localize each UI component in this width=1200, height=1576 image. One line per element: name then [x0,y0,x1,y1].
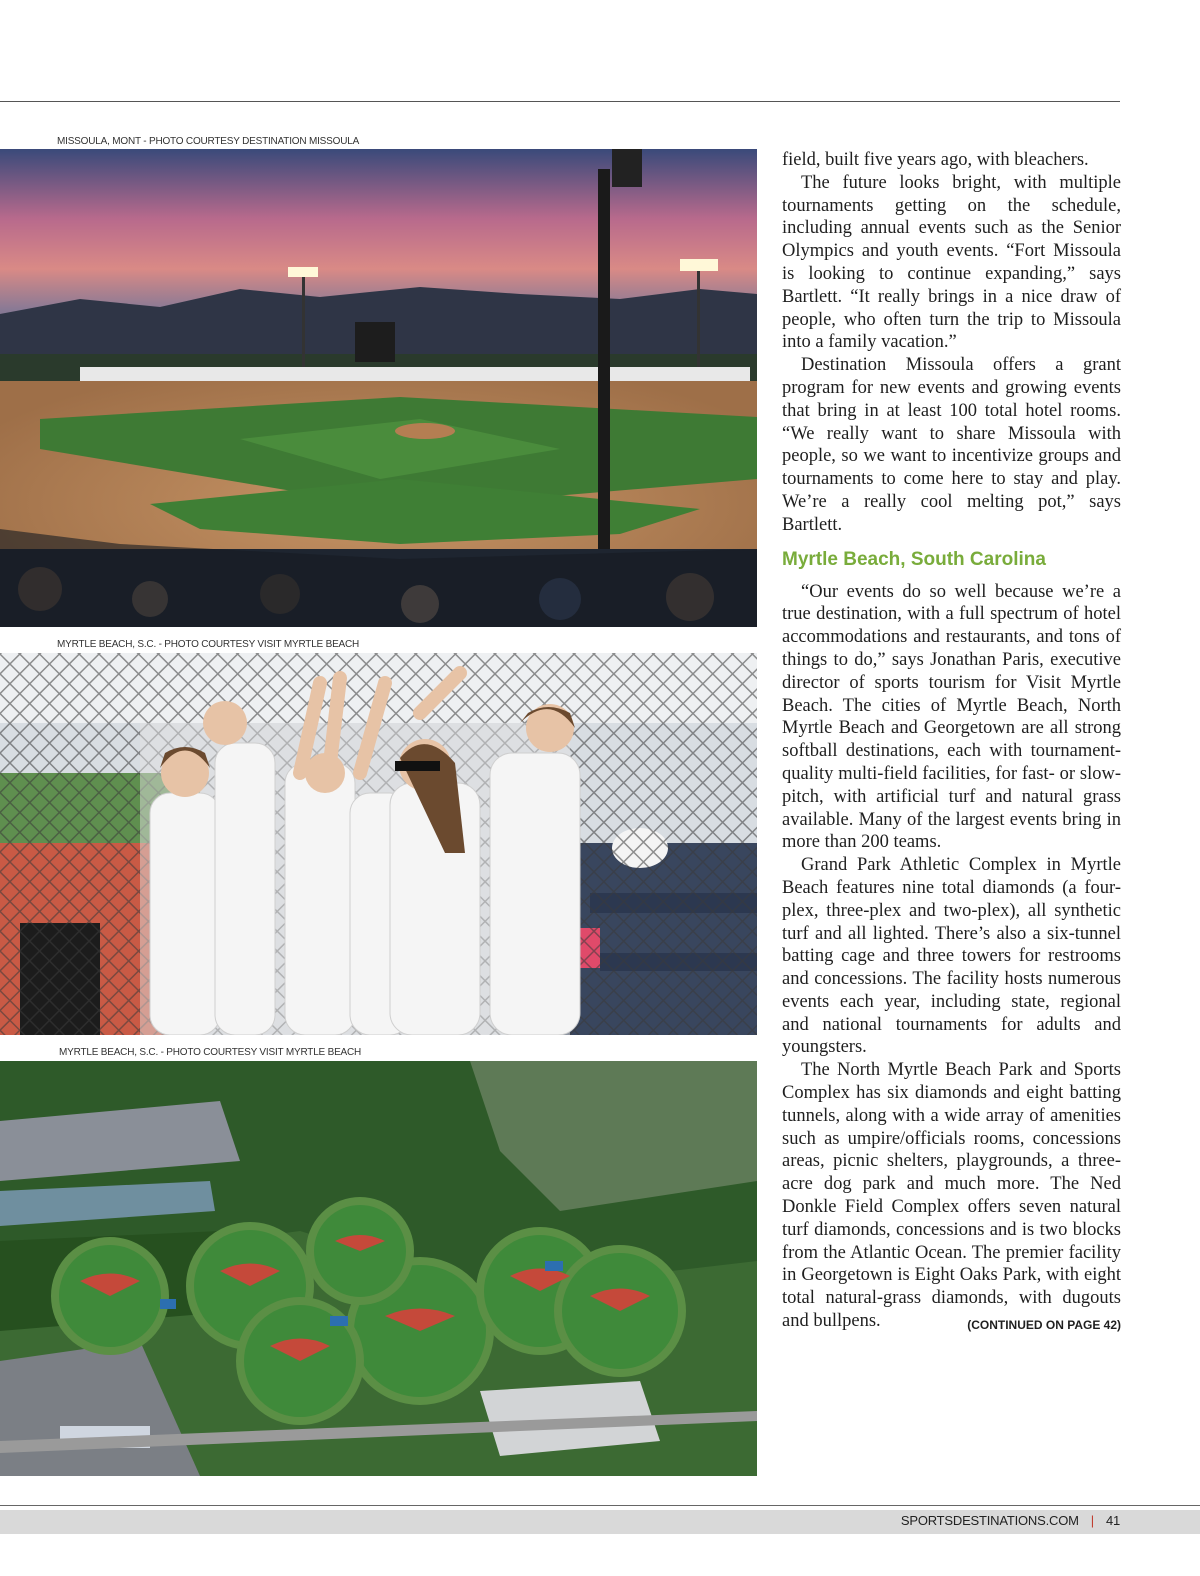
page-number: 41 [1105,1513,1120,1528]
top-rule [0,101,1120,102]
article-paragraph: “Our events do so well because we’re a true destination, with a full spectrum of hotel accommodations and restaurants, and tons of things to do,” says Jonathan Paris, executive director of sports tourism for Visit Myrtle Beach. The cities of Myrtle Beach, North Myrtle Beach and Georgetown are all strong softball destinations, each with tournament-quality multi-field facilities, for fast- or slow-pitch, with artificial turf and natural grass available. Many of the largest events bring in more than 200 teams. [782,581,1121,853]
baseball-stadium-photo [0,149,757,627]
softball-team-photo [0,653,757,1035]
photo-caption: MYRTLE BEACH, S.C. - PHOTO COURTESY VISIT MYRTLE BEACH [59,1047,362,1058]
article-paragraph-text: The North Myrtle Beach Park and Sports Complex has six diamonds and eight batting tunnels, along with a wide array of amenities such as umpire/officials rooms, concessions areas, picnic shelters, playgrounds, a three-acre dog park and much more. The Ned Donkle Field Complex offers seven natural turf diamonds, concessions and is two blocks from the Atlantic Ocean. The premier facility in Georgetown is Eight Oaks Park, with eight total natural-grass diamonds, with dugouts and bullpens. [782,1060,1121,1332]
footer-separator: | [1090,1513,1094,1528]
footer [901,1513,1120,1528]
section-heading: Myrtle Beach, South Carolina [782,548,1046,570]
photo-caption: MISSOULA, MONT - PHOTO COURTESY DESTINATION MISSOULA [57,136,360,147]
footer-site: SPORTSDESTINATIONS.COM [900,1513,1079,1528]
aerial-complex-photo [0,1061,757,1476]
article-paragraph: Grand Park Athletic Complex in Myrtle Beach features nine total diamonds (a four-plex, three-plex and two-plex), all synthetic turf and all lighted. There’s also a six-tunnel batting cage and three towers for restrooms and concessions. The facility hosts numerous events each year, including state, regional and national tournaments for adults and youngsters. [782,855,1121,1058]
article-paragraph: Destination Missoula offers a grant program for new events and growing events that bring in at least 100 total hotel rooms. “We really want to share Missoula with people, so we want to incentivize groups and tournaments to come here to stay and play. We’re a really cool melting pot,” says Bartlett. [782,355,1121,535]
continued-note: (CONTINUED ON PAGE 42) [967,1318,1121,1333]
footer-rule [0,1505,1200,1506]
article-paragraph: The future looks bright, with multiple tournaments getting on the schedule, including annual events such as the Senior Olympics and youth events. “Fort Missoula is looking to continue expanding,” says Bartlett. “It really brings in a nice draw of people, who often turn the trip to Missoula into a family vacation.” [782,172,1121,353]
photo-caption: MYRTLE BEACH, S.C. - PHOTO COURTESY VISIT MYRTLE BEACH [57,639,360,650]
article-paragraph [782,1059,1121,1333]
article-body [782,149,1121,1337]
article-paragraph: field, built five years ago, with bleachers. [782,150,1089,170]
